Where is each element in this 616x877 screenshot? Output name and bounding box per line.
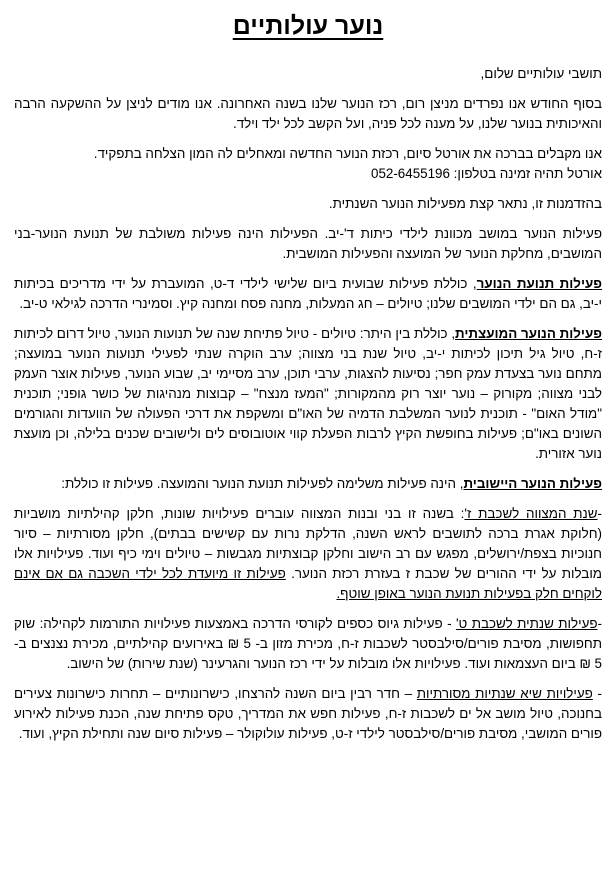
paragraph-overview: פעילות הנוער במושב מכוונת לילדי כיתות ד'-יב. הפעילות הינה פעילות משולבת של תנועת הנוער-בני המושבים, מחלקת הנוער של המועצה והפעילות המושבית. xyxy=(14,226,602,261)
section-heading: שנת המצווה לשכבת ז' xyxy=(464,506,598,521)
welcome-line: אנו מקבלים בברכה את אורטל סיום, רכזת הנוער החדשה ומאחלים לה המון הצלחה בתפקיד. xyxy=(93,146,602,161)
section-heading: פעילות הנוער המועצתית xyxy=(455,326,602,341)
section-note: פעילות זו מיועדת לכל ילדי השכבה גם אם אינם לוקחים חלק בפעילות תנועת הנוער באופן שוטף. xyxy=(14,566,602,601)
paragraph-welcome xyxy=(14,144,602,184)
paragraph-intro: בהזדמנות זו, נתאר קצת מפעילות הנוער השנתית. xyxy=(328,196,602,211)
section-bar-mitzvah-year: -שנת המצווה לשכבת ז': בשנה זו בני ובנות המצווה עוברים פעילויות שונות, חלקן קהילתיות מושביות (חלוקת אגרת ברכה לתושבים לראש השנה, הדלקת נרות עם קשישים בבתים), חלקן מסורתיות – סיור חנוכיות בצפת/ירושלים, מפגש עם רב הישוב וחלקן קבוצתיות מגבשות – טיולים וימי כיף ועוד. פעילויות אלו מובלות על ידי ההורים של שכבת ז בעזרת רכזת הנוער. פעילות זו מיועדת לכל ילדי השכבה גם אם אינם לוקחים חלק בפעילות תנועת הנוער באופן שוטף. xyxy=(14,506,602,601)
section-heading: פעילויות שיא שנתיות מסורתיות xyxy=(416,686,593,701)
section-ninth-grade: -פעילות שנתית לשכבת ט' - פעילות גיוס כספים לקורסי הדרכה באמצעות פעילויות התורמות לקהילה: שוק תחפושות, מסיבת פורים/סילבסטר לשכבות ז-ח, מכירת מזון ב- 5 ₪ באירועים קהילתיים, מכירת נצנצים ב- 5 ₪ ביום העצמאות ועוד. פעילויות אלו מובלות על ידי רכז הנוער והגרעינר (שנת שירות) של הישוב. xyxy=(14,616,602,671)
page-title: נוער עולותיים xyxy=(232,12,384,40)
phone-label: אורטל תהיה זמינה בטלפון: xyxy=(449,166,602,181)
greeting: תושבי עולותיים שלום, xyxy=(480,66,602,81)
phone-number: 052-6455196 xyxy=(371,166,450,181)
section-annual-highlights: - פעילויות שיא שנתיות מסורתיות – חדר רבין ביום השנה להרצחו, כישרונותיים – תחרות כישרונות צעירים בחנוכה, טיול מושב אל ים לשכבות ז-ח, פעילות חפש את המדריך, טקס פתיחת שנה, הכנת פעילות לאירוע פורים המושבי, מסיבת פורים/סילבסטר לילדי ז-ט, פעילות עולוקולר – פעילות סיום שנה ותחילת הקיץ, ועוד. xyxy=(14,686,602,741)
section-council-activity: פעילות הנוער המועצתית, כוללת בין היתר: טיולים - טיול פתיחת שנה של תנועות הנוער, טיול דרום לכיתות ז-ח, טיול גיל תיכון לכיתות י-יב, טיול שנת בני מצווה; ערב הוקרה שנתי לפעילי תנועות הנוער במועצה; מתחם נוער בצעדת עמק חפר; נסיעות להצגות, ערבי תוכן, ערב מסיימי יב, שבוע הנוער, פעילות אוצר העמק לבני מצווה; מקורוק – נוער יוצר רוק מהמקורות; "המעז מנצח" – קבוצות מנהיגות של כושר גופני; תוכנית "מודל האום" - תוכנית לנוער המשלבת הדמיה של האו"ם ומשקפת את דרכי הפעולה של הוועדות והגורמים השונים באו"ם; פעילות בחופשת הקיץ לרבות הפעלת קווי אוטובוסים לים ולישובים שכנים בלילה, וכן מועצת נוער אזורית. xyxy=(14,326,602,461)
paragraph-farewell: בסוף החודש אנו נפרדים מניצן רום, רכז הנוער שלנו בשנה האחרונה. אנו מודים לניצן על ההשקעה הרבה והאיכותית בנוער שלנו, על מענה לכל פניה, ועל הקשב לכל ילד וילד. xyxy=(14,96,602,131)
section-heading: פעילות שנתית לשכבת ט' xyxy=(455,616,598,631)
section-youth-movement: פעילות תנועת הנוער, כוללת פעילות שבועית ביום שלישי לילדי ד-ט, המועברת על ידי מדריכים בכיתות י-יב, גם הם ילדי המושבים שלנו; טיולים – חג המעלות, מחנה פסח ומחנה קיץ. וסמינרי הדרכה לגילאי ט-יב. xyxy=(14,276,603,311)
section-heading: פעילות תנועת הנוער xyxy=(476,276,603,291)
section-settlement-activity: פעילות הנוער היישובית, הינה פעילות משלימה לפעילות תנועת הנוער והמועצה. פעילות זו כוללת: xyxy=(61,476,602,491)
section-heading: פעילות הנוער היישובית xyxy=(463,476,602,491)
